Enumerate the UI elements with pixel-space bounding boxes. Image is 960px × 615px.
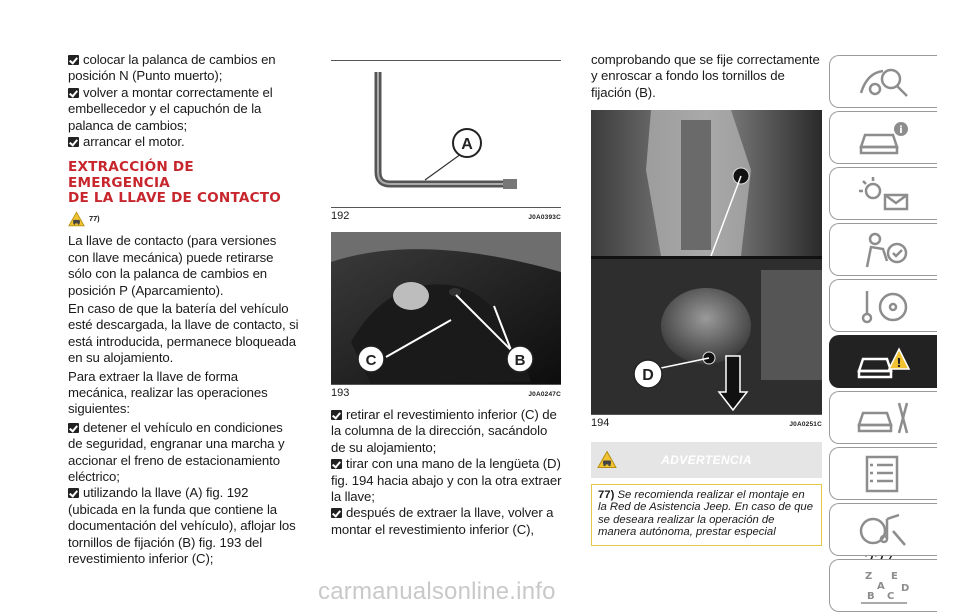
tab-dashboard[interactable] <box>829 55 937 108</box>
svg-text:E: E <box>890 570 898 582</box>
svg-text:Z: Z <box>864 570 872 582</box>
svg-text:D: D <box>900 582 909 594</box>
warning-title: ADVERTENCIA <box>661 453 752 467</box>
allen-key-illustration <box>331 62 561 207</box>
figure-193-image <box>331 232 561 384</box>
warning-reference[interactable] <box>68 211 300 227</box>
tab-technical-data[interactable] <box>829 447 937 500</box>
warning-triangle-icon <box>68 211 85 227</box>
warning-number: 77) <box>598 489 615 501</box>
paragraph: En caso de que la batería del vehículo esté descargada, la llave de contacto, si está introducida, permanece bloqueada en su alojamiento. <box>68 300 299 366</box>
tab-multimedia[interactable] <box>829 503 937 556</box>
svg-text:i: i <box>898 124 903 136</box>
list-item: detener el vehículo en condiciones de seguridad, engranar una marcha y accionar el freno de estacionamiento eléctrico; <box>68 419 285 485</box>
figure-code: J0A0393C <box>528 214 561 221</box>
light-message-icon <box>857 175 911 213</box>
tab-emergency[interactable] <box>829 335 937 388</box>
figure-code: J0A0251C <box>789 421 822 428</box>
figure-number: 193 <box>331 387 350 399</box>
dashboard-search-icon <box>857 63 911 101</box>
list-item: arrancar el motor. <box>68 134 300 150</box>
tab-safety[interactable] <box>829 223 937 276</box>
steering-column-cover-photo <box>331 232 561 384</box>
checkbox-bullet-icon <box>331 410 342 420</box>
warning-text: Se recomienda realizar el montaje en la Red de Asistencia Jeep. En caso de que se deseara realizar la operación de manera autónoma, prestar especial <box>598 489 813 539</box>
paragraph: Para extraer la llave de forma mecánica, realizar las operaciones siguientes: <box>68 368 268 417</box>
warning-header <box>591 442 822 478</box>
svg-text:B: B <box>866 590 875 602</box>
list-item: volver a montar correctamente el embellecedor y el capuchón de la palanca de cambios; <box>68 84 273 133</box>
column-2 <box>331 407 562 538</box>
steering-wheel-tools-icon <box>857 287 911 325</box>
checkbox-bullet-icon <box>331 508 342 518</box>
paragraph: comprobando que se fije correctamente y enroscar a fondo los tornillos de fijación (B). <box>591 52 820 100</box>
svg-text:!: ! <box>895 355 902 370</box>
figure-caption <box>591 414 822 429</box>
warning-box <box>591 442 822 546</box>
checkbox-bullet-icon <box>331 459 342 469</box>
label-a: A <box>461 136 473 153</box>
car-tools-icon <box>857 399 911 437</box>
list-item: retirar el revestimiento inferior (C) de la columna de la dirección, sacándolo de su alojamiento; <box>331 407 557 455</box>
figure-194 <box>591 110 822 429</box>
checklist-icon <box>857 455 911 493</box>
list-item: utilizando la llave (A) fig. 192 (ubicada en la funda que contiene la documentación del vehículo), aflojar los tornillos de fijación (B) fig. 193 del revestimiento inferior (C); <box>68 485 296 567</box>
checkbox-bullet-icon <box>68 423 79 433</box>
car-info-icon <box>857 119 911 157</box>
bullet-list-bottom <box>68 420 300 568</box>
warning-ref-number: 77) <box>89 213 100 223</box>
person-airbag-icon <box>857 231 911 269</box>
chapter-tabs <box>829 55 937 615</box>
figure-194-image <box>591 110 822 414</box>
paragraph: La llave de contacto (para versiones con llave mecánica) puede retirarse sólo con la palanca de cambios en posición P (Aparcamiento). <box>68 233 277 298</box>
tab-lights-messages[interactable] <box>829 167 937 220</box>
checkbox-bullet-icon <box>68 88 79 98</box>
label-c: C <box>365 352 377 369</box>
checkbox-bullet-icon <box>68 55 79 65</box>
figure-code: J0A0247C <box>528 391 561 398</box>
steering-column-photo <box>591 110 822 414</box>
svg-text:A: A <box>876 580 885 592</box>
figure-number: 192 <box>331 210 350 222</box>
figure-192 <box>331 62 561 222</box>
label-b: B <box>514 352 526 369</box>
checkbox-bullet-icon <box>68 137 79 147</box>
list-item: tirar con una mano de la lengüeta (D) fig. 194 hacia abajo y con la otra extraer la llave; <box>331 456 562 505</box>
tab-driving[interactable] <box>829 279 937 332</box>
figure-caption <box>331 207 561 222</box>
list-item: después de extraer la llave, volver a montar el revestimiento inferior (C), <box>331 505 554 537</box>
alphabet-index-icon <box>857 567 911 605</box>
warning-body <box>591 484 822 546</box>
list-item: colocar la palanca de cambios en posición N (Punto muerto); <box>68 52 276 84</box>
tab-car-info[interactable] <box>829 111 937 164</box>
section-heading: EXTRACCIÓN DE EMERGENCIA DE LA LLAVE DE CONTACTO <box>68 159 282 207</box>
label-d: D <box>642 367 654 384</box>
checkbox-bullet-icon <box>68 488 79 498</box>
watermark: carmanualsonline.info <box>318 578 556 605</box>
warning-triangle-icon <box>597 450 617 469</box>
car-warning-icon <box>857 343 911 381</box>
bullet-list-top <box>68 52 300 150</box>
svg-text:C: C <box>886 590 894 602</box>
tab-index[interactable] <box>829 559 937 612</box>
tab-maintenance[interactable] <box>829 391 937 444</box>
column-3 <box>591 52 822 103</box>
multimedia-icon <box>857 511 911 549</box>
figure-192-image <box>331 62 561 207</box>
column-1 <box>68 52 300 567</box>
figure-top-rule <box>331 60 561 61</box>
figure-caption <box>331 384 561 399</box>
figure-number: 194 <box>591 417 610 429</box>
figure-193 <box>331 232 561 399</box>
